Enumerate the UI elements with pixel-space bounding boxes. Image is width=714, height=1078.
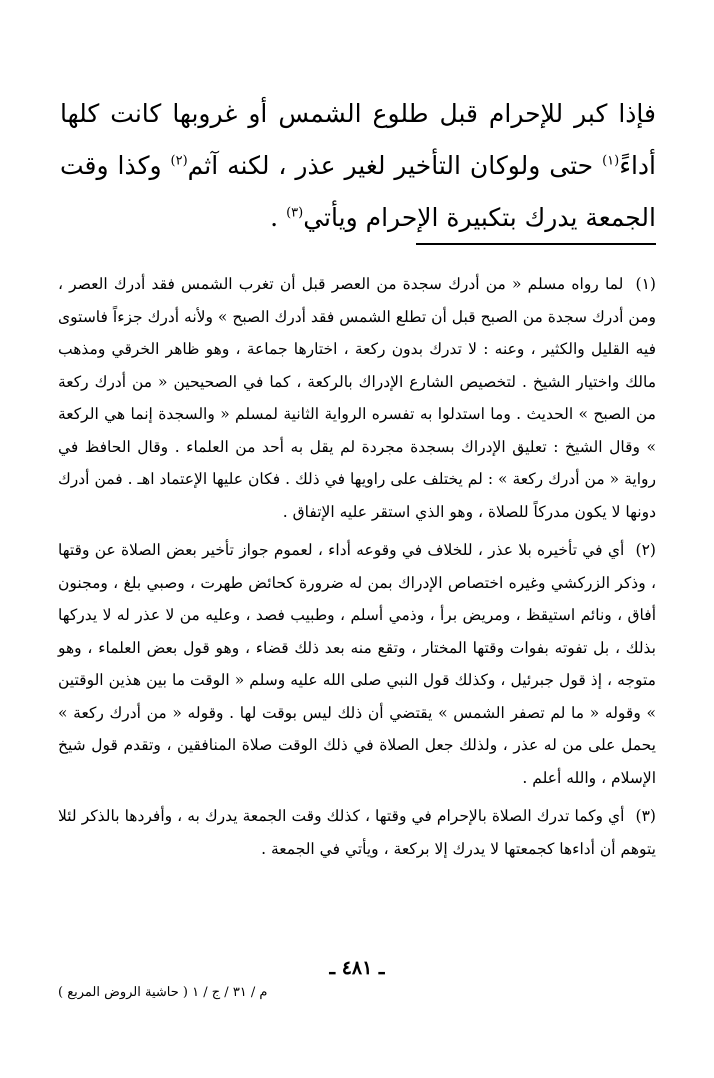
main-paragraph bbox=[60, 88, 656, 244]
main-text bbox=[60, 88, 656, 244]
reference-line: م / ٣١ / ج / ١ ( حاشية الروض المربع ) bbox=[58, 985, 268, 1000]
footnote-ref-1[interactable]: (١) bbox=[602, 153, 620, 169]
footnote-2 bbox=[58, 534, 656, 794]
footnote-1 bbox=[58, 268, 656, 528]
footnote-text: لما رواه مسلم « من أدرك سجدة من العصر قبل أن تغرب الشمس فقد أدرك العصر ، ومن أدرك سجدة من الصبح قبل أن تطلع الشمس فقد أدرك الصبح » ولأنه أدرك جزءاً فاستوى فيه القليل والكثير ، وعنه : لا تدرك بدون ركعة ، اختارها جماعة ، وهو ظاهر الخرقي ومذهب مالك واختيار الشيخ . لتخصيص الشارع الإدراك بالركعة ، كما في الصحيحين « من أدرك ركعة من الصبح » الحديث . وما استدلوا به تفسره الرواية الثانية لمسلم « والسجدة إنما هي الركعة » وقال الشيخ : تعليق الإدراك بسجدة مجردة لم يقل به أحد من العلماء . وقال الحافظ في رواية « من أدرك ركعة » : لم يختلف على راويها في ذلك . فكان عليها الإعتماد اهـ . فمن أدرك دونها لا يكون مدركاً للصلاة ، وهو الذي استقر عليه الإتفاق . bbox=[58, 275, 656, 521]
footnote-3 bbox=[58, 800, 656, 865]
main-text-part-3: وكذا وقت الجمعة يدرك بتكبيرة الإحرام ويأتي bbox=[60, 151, 656, 232]
main-text-part-1: فإذا كبر للإحرام قبل طلوع الشمس أو غروبها كانت كلها أداءً bbox=[60, 99, 656, 180]
footnote-text: أي في تأخيره بلا عذر ، للخلاف في وقوعه أداء ، لعموم جواز تأخير بعض الصلاة عن وقتها ، وذكر الزركشي وغيره اختصاص الإدراك بمن له ضرورة كحائض طهرت ، وصبي بلغ ، ومجنون أفاق ، ونائم استيقظ ، ومريض برأ ، وذمي أسلم ، وطبيب فصد ، وعليه من لا عذر له لا يدركها بذلك ، بل تفوته بفوات وقتها المختار ، وتقع منه بعد ذلك قضاء ، وهو قول بعض العلماء ، وهو متوجه ، إذ قول جبرئيل ، وكذلك قول النبي صلى الله عليه وسلم « الوقت ما بين هذين الوقتين » وقوله « ما لم تصفر الشمس » يقتضي أن ذلك ليس بوقت لها . وقوله « من أدرك ركعة » يحمل على من له عذر ، ولذلك جعل الصلاة في ذلك الوقت صلاة المنافقين ، وتقدم قول شيخ الإسلام ، والله أعلم . bbox=[58, 541, 656, 787]
footnote-number: (٣) bbox=[635, 807, 656, 825]
page-number: ـ ٤٨١ ـ bbox=[329, 957, 385, 979]
footnote-separator bbox=[416, 243, 656, 245]
footnote-ref-2[interactable]: (٢) bbox=[170, 153, 188, 169]
main-text-part-2: حتى ولوكان التأخير لغير عذر ، لكنه آثم bbox=[187, 151, 603, 180]
footnote-number: (١) bbox=[635, 275, 656, 293]
footnotes bbox=[58, 268, 656, 871]
footnote-ref-3[interactable]: (٣) bbox=[286, 205, 304, 221]
footnote-number: (٢) bbox=[635, 541, 656, 559]
footnote-text: أي وكما تدرك الصلاة بالإحرام في وقتها ، كذلك وقت الجمعة يدرك به ، وأفردها بالذكر لئلا يتوهم أن أداءها كجمعتها لا يدرك إلا بركعة ، ويأتي في الجمعة . bbox=[58, 807, 656, 858]
main-text-part-4: . bbox=[270, 203, 287, 232]
